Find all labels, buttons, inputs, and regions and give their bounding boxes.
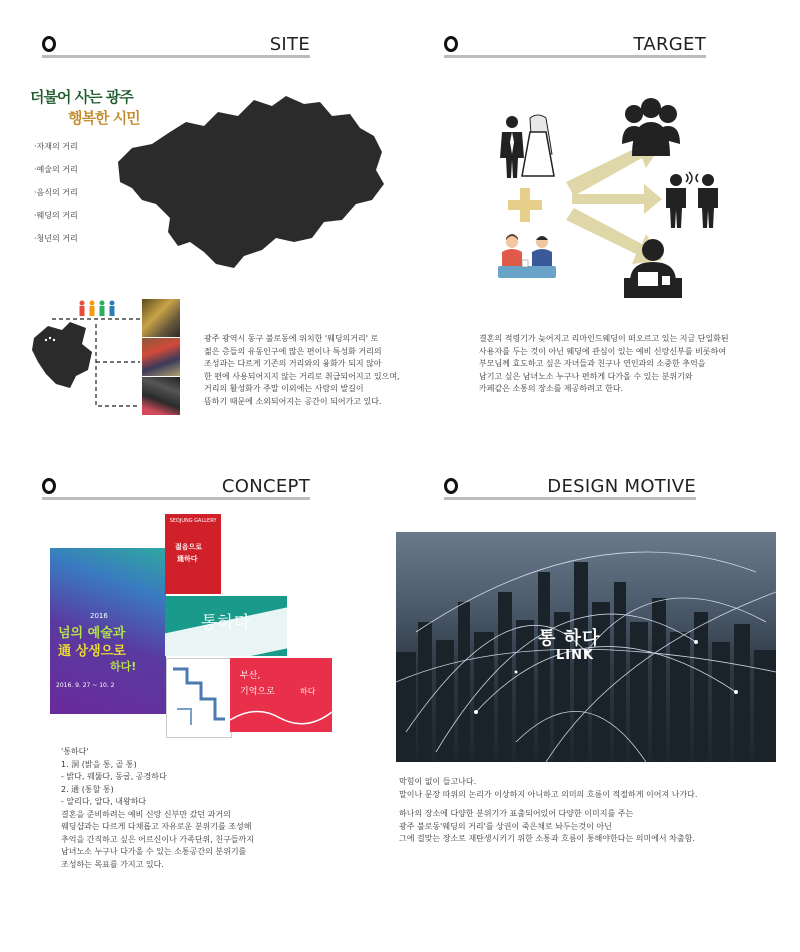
city-network-image <box>396 532 776 762</box>
concept-line: - 밝다, 꿰뚫다, 동굴, 공경하다 <box>61 772 167 781</box>
group-icon <box>620 98 682 156</box>
map-poster-art <box>167 659 231 737</box>
purple-poster-title-1: 넘의 예술과 <box>58 626 126 641</box>
plus-icon <box>508 188 542 222</box>
section-number-icon <box>42 36 56 52</box>
pink-poster-art <box>230 698 332 732</box>
site-description-line: 젊은 층들의 유동인구에 많은 편이나 특성화 거리의 <box>204 346 382 356</box>
target-description-line: 카페같은 소통의 장소를 제공하려고 한다. <box>479 384 624 393</box>
teal-poster <box>165 596 287 656</box>
section-header-design-motive <box>444 476 696 506</box>
street-list-item: ·자재의 거리 <box>34 142 78 151</box>
section-header-concept <box>42 476 310 506</box>
design-line: 막힘이 없이 들고나다. <box>399 777 477 786</box>
design-line: 광주 불로동'웨딩의 거리'를 상권이 죽은채로 놔두는것이 아닌 <box>399 821 612 831</box>
site-description <box>204 333 400 408</box>
cafe-people-icon <box>498 232 556 280</box>
purple-poster-title-2: 通 상생으로 <box>58 644 126 659</box>
section-number-icon <box>444 36 458 52</box>
purple-poster-dates: 2016. 9. 27 ~ 10. 2 <box>56 682 115 689</box>
map-poster <box>166 658 232 738</box>
site-description-line: 조성과는 다르게 기존의 거리와의 융화가 되지 않아 <box>204 359 382 368</box>
target-description-line: 부모님께 효도하고 싶은 자녀들과 친구나 연인과의 소중한 추억을 <box>479 359 706 368</box>
purple-poster <box>50 548 166 714</box>
red-poster-top: SEOJUNG GALLERY <box>169 518 217 524</box>
site-description-line: 거리의 활성화가 주말 이외에는 사람의 발길이 <box>204 384 364 393</box>
concept-line: '통하다' <box>61 747 89 756</box>
wedding-couple-icon <box>496 114 556 180</box>
section-title: CONCEPT <box>221 476 310 497</box>
section-title: SITE <box>269 34 310 55</box>
street-photo-bottom <box>142 377 180 415</box>
people-icons <box>78 300 118 318</box>
overlay-subtitle: LINK <box>556 648 595 663</box>
section-number-icon <box>444 478 458 494</box>
teal-poster-title: 통하다 <box>201 613 251 633</box>
section-rule <box>42 497 310 500</box>
site-description-line: 뜸하기 때문에 소외되어지는 공간이 되어가고 있다. <box>204 396 382 406</box>
concept-line: 결혼을 준비하려는 예비 신랑 신부만 갔던 과거의 <box>61 809 231 819</box>
target-description-line: 사용자를 두는 것이 아닌 웨딩에 관심이 있는 예비 신랑신부를 비롯하여 <box>479 346 726 356</box>
pink-poster-text-1: 부산, <box>240 671 261 681</box>
target-description-line: 결혼의 적령기가 늦어지고 리마인드웨딩이 떠오르고 있는 지금 단일화된 <box>479 334 729 343</box>
street-list-item: ·웨딩의 거리 <box>34 211 78 220</box>
pink-poster <box>230 658 332 732</box>
pink-poster-text-3: 하다 <box>300 687 316 696</box>
red-poster-title-2: 通하다 <box>177 555 198 563</box>
concept-line: 조성하는 목표를 가지고 있다. <box>61 859 164 869</box>
design-description-1 <box>399 776 697 801</box>
concept-line: 추억을 간직하고 싶은 어르신이나 가족단위, 친구들까지 <box>61 834 254 844</box>
design-description-2 <box>399 808 695 846</box>
person-laptop-icon <box>622 238 684 300</box>
design-line: 하나의 장소에 다양한 분위기가 표출되어있어 다양한 이미지를 주는 <box>399 809 634 818</box>
concept-line: 웨딩샵과는 다르게 다채롭고 자유로운 분위기를 조성해 <box>61 822 252 831</box>
site-description-line: 광주 광역시 동구 불로동에 위치한 '웨딩의거리' 로 <box>204 334 379 343</box>
section-title: TARGET <box>633 34 706 55</box>
red-poster <box>165 514 221 594</box>
section-rule <box>42 55 310 58</box>
concept-line: 2. 通 (통할 통) <box>61 784 114 794</box>
site-map-silhouette <box>106 92 390 270</box>
site-description-line: 한 편에 사용되어지지 않는 거리로 취급되어지고 있으며, <box>204 371 400 381</box>
section-number-icon <box>42 478 56 494</box>
concept-line: - 알리다, 알다, 내왕하다 <box>61 797 147 806</box>
section-title: DESIGN MOTIVE <box>547 476 696 497</box>
purple-poster-title-3: 하다! <box>110 660 137 673</box>
concept-line: 1. 洞 (밝을 통, 골 통) <box>61 759 137 769</box>
pink-poster-text-2: 기억으로 <box>240 687 275 697</box>
concept-description <box>61 746 254 871</box>
section-rule <box>444 55 706 58</box>
overlay-title: 통 하다 <box>538 628 601 649</box>
section-rule <box>444 497 696 500</box>
street-list-item: ·청년의 거리 <box>34 234 78 243</box>
street-photo-middle <box>142 338 180 376</box>
red-poster-title-1: 젊음으로 <box>175 543 203 551</box>
purple-poster-year: 2016 <box>90 612 108 620</box>
couple-talking-icon <box>662 170 722 228</box>
site-logo-line2: 행복한 시민 <box>68 109 140 127</box>
street-list-item: ·음식의 거리 <box>34 188 78 197</box>
section-header-site <box>42 34 310 64</box>
street-photo-top <box>142 299 180 337</box>
design-line: 말이나 문장 따위의 논리가 이상하지 아니하고 의미의 흐름이 적절하게 이어져 나가다. <box>399 789 698 799</box>
street-list-item: ·예술의 거리 <box>34 165 78 174</box>
mini-map-diagram <box>30 318 142 410</box>
target-description-line: 남기고 싶은 남녀노소 누구나 편하게 다가올 수 있는 분위기와 <box>479 371 693 381</box>
design-line: 그에 걸맞는 장소로 재탄생시키기 위한 소통과 흐름이 통해야한다는 의미에서 차출함. <box>399 834 695 843</box>
section-header-target <box>444 34 706 64</box>
site-logo-line1: 더불어 사는 광주 <box>30 88 133 106</box>
concept-line: 남녀노소 누구나 다가올 수 있는 소통공간의 분위기를 <box>61 847 247 856</box>
target-description <box>479 333 729 396</box>
